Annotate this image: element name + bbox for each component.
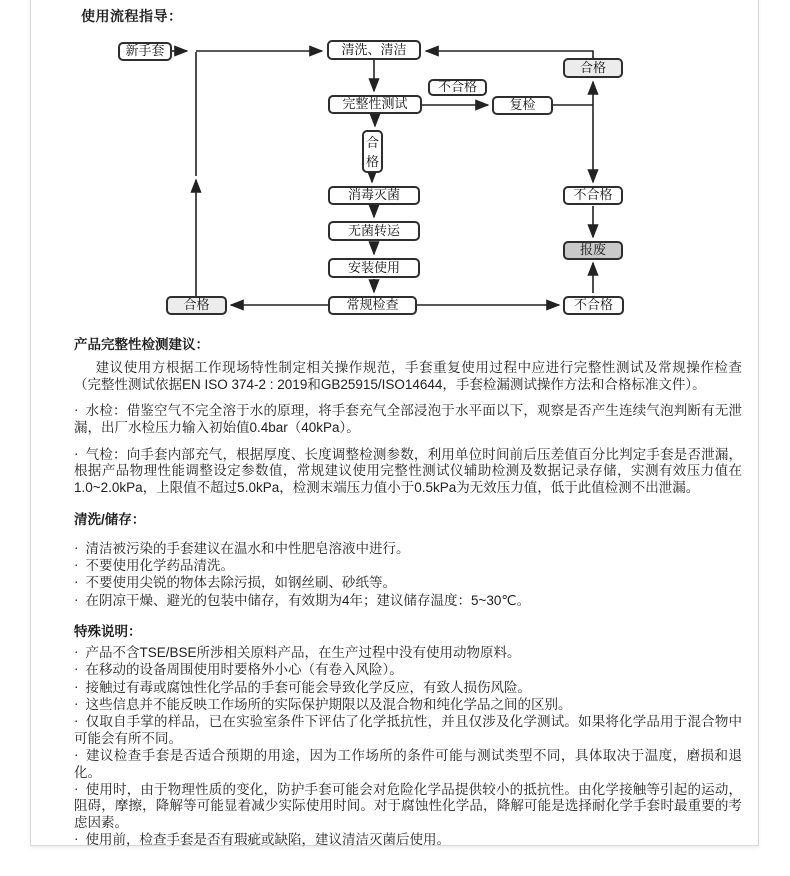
list-item [74,541,742,557]
bullet-icon: · [74,695,79,711]
flow-node-fail-top: 不合格 [428,79,487,96]
flow-node-routine-check: 常规检查 [328,296,417,315]
list-item-text: 气检：向手套内部充气，根据厚度、长度调整检测参数，利用单位时间前后压差值百分比判定手套是否泄漏，根据产品物理性能调整设定参数值，常规建议使用完整性测试仪辅助检测及数据记录存储，实测有效压力值在1.0~2.0kPa，上限值不超过5.0kPa，检测末端压力值小于0.5kPa为无效压力值，低于此值检测不出泄漏。 [74,447,742,495]
list-item [74,782,742,831]
list-item [74,697,742,713]
section-heading-special: 特殊说明： [74,624,142,640]
list-item-text: 在阴凉干燥、避光的包装中储存，有效期为4年；建议储存温度：5~30℃。 [85,592,531,608]
flow-node-pass-top: 合格 [563,58,623,78]
integrity-intro-paragraph: 建议使用方根据工作现场特性制定相关操作规范，手套重复使用过程中应进行完整性测试及常规操作检查（完整性测试依据EN ISO 374-2 : 2019和GB25915/ISO14644，手套检漏测试操作方法和合格标准文件）。 [74,360,742,392]
special-bullet-list [74,645,742,849]
list-item-text: 在移动的设备周围使用时要格外小心（有卷入风险）。 [85,662,403,678]
bullet-icon: · [74,557,79,573]
bullet-icon: · [74,643,79,659]
flow-node-cleaning: 清洗、清洁 [327,40,421,60]
section-heading-integrity: 产品完整性检测建议： [74,337,209,352]
process-flowchart [0,30,790,330]
list-item [74,575,742,591]
list-item [74,748,742,781]
list-item [74,447,742,496]
section-heading-cleaning: 清洗/储存： [74,512,146,528]
list-item [74,714,742,747]
bullet-icon: · [74,831,79,847]
flow-node-fail-mid: 不合格 [563,186,623,205]
flow-node-sterile-transfer: 无菌转运 [328,221,420,241]
cleaning-bullet-list [74,541,742,610]
list-item [74,662,742,678]
bullet-icon: · [74,591,79,607]
flow-node-fail-bottom: 不合格 [563,296,624,315]
list-item-text: 使用时，由于物理性质的变化，防护手套可能会对危险化学品提供较小的抵抗性。由化学接触等引起的运动，阻碍，摩擦，降解等可能显着减少实际使用时间。对于腐蚀性化学品，降解可能是选择耐化学手套时最重要的考虑因素。 [74,781,742,830]
bullet-icon: · [74,402,79,418]
list-item-text: 建议检查手套是否适合预期的用途，因为工作场所的条件可能与测试类型不同，具体取决于温度，磨损和退化。 [74,748,742,780]
list-item [74,832,742,848]
list-item [74,680,742,696]
flow-node-scrap: 报废 [563,241,623,260]
list-item-text: 不要使用化学药品清洗。 [85,558,234,574]
flow-node-new-glove: 新手套 [118,42,172,61]
list-item-text: 产品不含TSE/BSE所涉相关原料产品，在生产过程中没有使用动物原料。 [85,644,521,660]
bullet-icon: · [74,574,79,590]
list-item-text: 清洁被污染的手套建议在温水和中性肥皂溶液中进行。 [85,540,410,556]
bullet-icon: · [74,678,79,694]
flowchart-connector-lines [0,30,790,330]
flow-node-pass-bottom: 合格 [166,296,227,315]
page-title: 使用流程指导： [81,8,183,24]
flow-node-install-use: 安装使用 [328,258,420,278]
section-cleaning-storage [74,512,742,609]
bullet-icon: · [74,539,79,555]
bullet-icon: · [74,661,79,677]
list-item-text: 使用前，检查手套是否有瑕疵或缺陷，建议清洁灭菌后使用。 [85,832,450,848]
list-item [74,403,742,436]
flow-node-pass-mid: 合格 [362,130,383,173]
bullet-icon: · [74,446,79,462]
list-item [74,593,742,609]
flow-node-recheck: 复检 [492,96,553,115]
flow-node-disinfect: 消毒灭菌 [328,186,420,205]
list-item-text: 不要使用尖锐的物体去除污损，如钢丝刷、砂纸等。 [85,575,396,591]
section-special-notes [74,624,742,848]
bullet-icon: · [74,780,79,796]
list-item-text: 仅取自手掌的样品，已在实验室条件下评估了化学抵抗性，并且仅涉及化学测试。如果将化学品用于混合物中可能会有所不同。 [74,714,742,746]
list-item-text: 水检：借鉴空气不完全溶于水的原理，将手套充气全部浸泡于水平面以下，观察是否产生连续气泡判断有无泄漏，出厂水检压力输入初始值0.4bar（40kPa）。 [74,403,742,435]
bullet-icon: · [74,713,79,729]
integrity-bullet-list [74,403,742,496]
list-item-text: 这些信息并不能反映工作场所的实际保护期限以及混合物和纯化学品之间的区别。 [85,696,572,712]
bullet-icon: · [74,747,79,763]
list-item-text: 接触过有毒或腐蚀性化学品的手套可能会导致化学反应，有致人损伤风险。 [85,679,531,695]
list-item [74,645,742,661]
list-item [74,558,742,574]
document-body [74,330,742,850]
section-integrity-testing [74,337,742,496]
flow-node-integrity-test: 完整性测试 [328,95,422,114]
